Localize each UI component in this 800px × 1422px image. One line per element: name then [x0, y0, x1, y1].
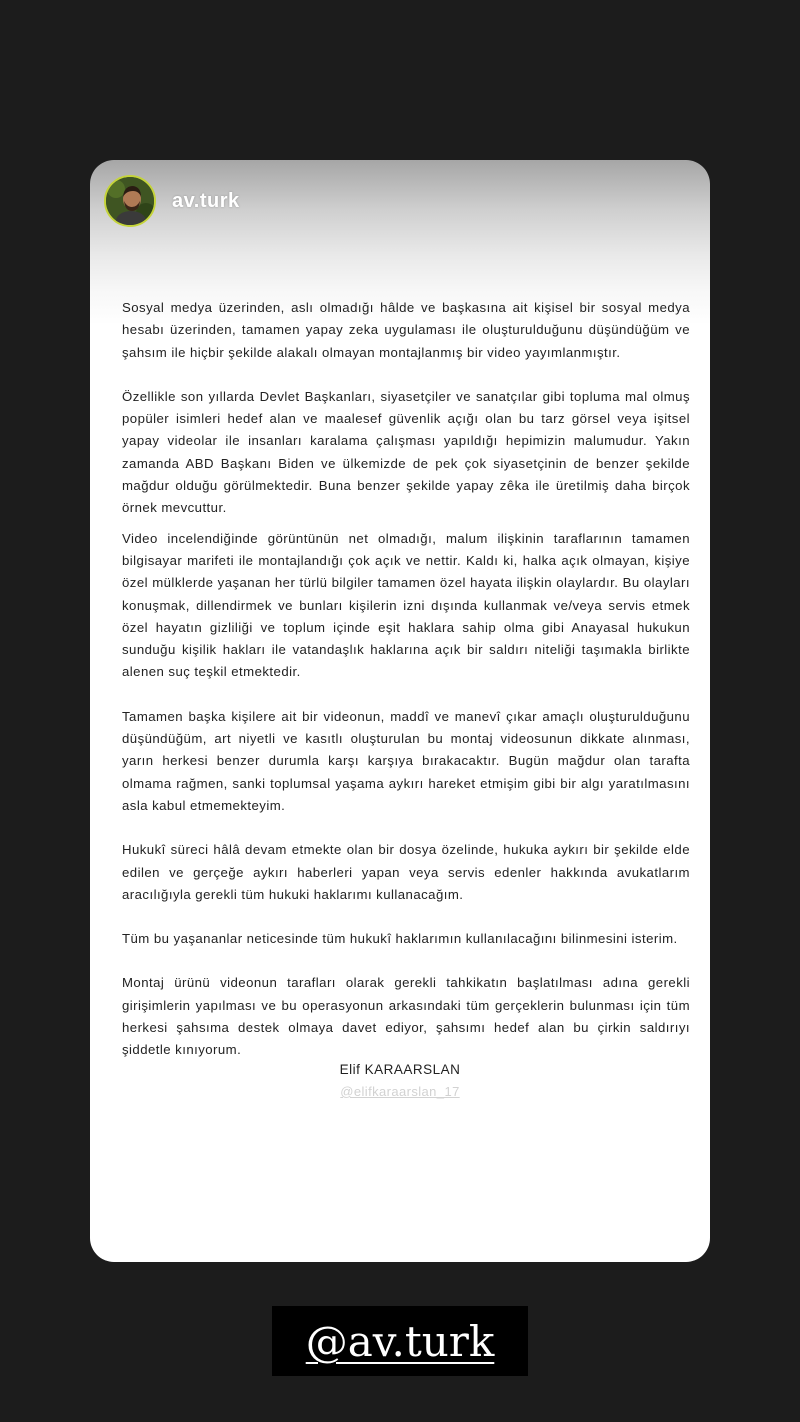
statement-paragraph-6: Tüm bu yaşananlar neticesinde tüm hukukî haklarımın kullanılacağını bilinmesini isterim.: [122, 931, 678, 947]
statement-paragraph-1: Sosyal medya üzerinden, aslı olmadığı hâlde ve başkasına ait kişisel bir sosyal medya hesabı üzerinden, tamamen yapay zeka uygulaması ile oluşturulduğunu düşündüğüm ve şahsım ile hiçbir şekilde alakalı olmayan montajlanmış bir video yayımlanmıştır.: [122, 300, 690, 360]
story-header: [104, 175, 240, 227]
statement-paragraph-3: Video incelendiğinde görüntünün net olmadığı, malum ilişkinin taraflarının tamamen bilgisayar marifeti ile montajlandığı çok açık ve nettir. Kaldı ki, halka açık olmayan, kişiye özel mülklerde yaşanan her türlü bilgiler tamamen özel hayata ilişkin olaylardır. Bu olayları konuşmak, dillendirmek ve bunları kişilerin izni dışında kullanmak ve/veya servis etmek özel hayatın gizliliği ve toplum içinde eşit haklara sahip olma gibi Anayasal hukukun sunduğu kişilik hakları ile vatandaşlık haklarına açık bir saldırı niteliği taşımakla birlikte alenen suç teşkil etmektedir.: [122, 530, 690, 680]
signature-name: Elif KARAARSLAN: [339, 1062, 461, 1077]
profile-avatar[interactable]: [104, 175, 156, 227]
signature-handle: @elifkaraarslan_17: [340, 1084, 460, 1099]
statement-paragraph-5: Hukukî süreci hâlâ devam etmekte olan bir dosya özelinde, hukuka aykırı bir şekilde elde edilen ve gerçeğe aykırı haberleri yapan veya servis edenler hakkında avukatlarım aracılığıyla gerekli tüm hukuki haklarımı kullanacağım.: [122, 842, 690, 902]
username[interactable]: av.turk: [172, 189, 240, 212]
statement-paragraph-4: Tamamen başka kişilere ait bir videonun, maddî ve manevî çıkar amaçlı oluşturulduğunu düşündüğüm, art niyetli ve kasıtlı oluşturulan bu montaj videosunun dikkate alınması, yarın herkesi benzer durumla karşı karşıya bırakacaktır. Bugün mağdur olan tarafta olmama rağmen, sanki toplumsal yaşama aykırı hareket etmişim gibi bir algı yaratılmasını asla kabul etmemekteyim.: [122, 708, 690, 813]
statement-body: [122, 297, 690, 1062]
avatar-person-icon: [106, 177, 154, 225]
watermark-text: @av.turk: [305, 1316, 495, 1366]
statement-paragraph-2: Özellikle son yıllarda Devlet Başkanları, siyasetçiler ve sanatçılar gibi topluma mal olmuş popüler isimleri hedef alan ve maalesef güvenlik açığı olan bu tarz görsel veya işitsel yapay videolar ile insanları karalama çalışması yapıldığı hepimizin malumudur. Yakın zamanda ABD Başkanı Biden ve ülkemizde de pek çok siyasetçinin de benzer şekilde mağdur olduğu görülmektedir. Buna benzer şekilde yapay zêka ile üretilmiş daha birçok örnek mevcuttur.: [122, 388, 690, 516]
watermark-sticker[interactable]: [272, 1306, 528, 1376]
statement-paragraph-7: Montaj ürünü videonun tarafları olarak gerekli tahkikatın başlatılması adına gerekli girişimlerin yapılması ve bu operasyonun arkasındaki tüm gerçeklerin bulunması için tüm herkesi şahsıma destek olmaya davet ediyor, şahsımı hedef alan bu çirkin saldırıyı şiddetle kınıyorum.: [122, 975, 690, 1058]
